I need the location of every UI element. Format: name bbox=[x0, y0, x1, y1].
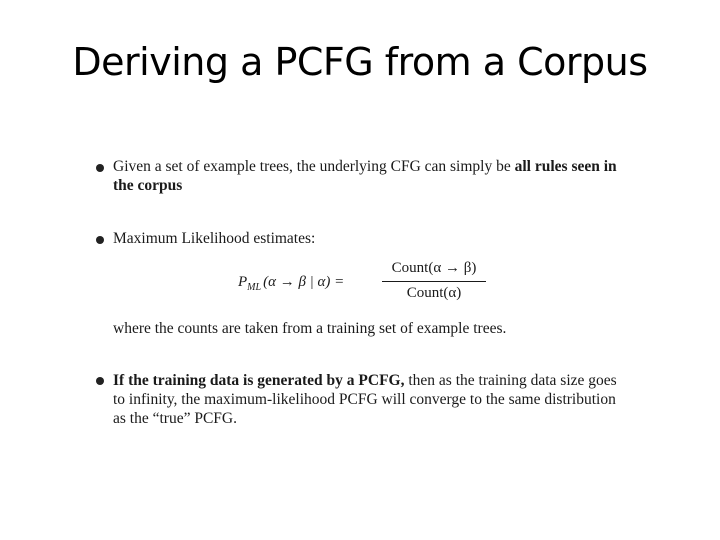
formula-fraction bbox=[382, 260, 486, 302]
fraction-bar bbox=[382, 281, 486, 282]
formula-lhs bbox=[238, 274, 344, 293]
bullet-1-plain: Given a set of example trees, the underlying CFG can simply be bbox=[113, 158, 515, 175]
formula-numerator: Count(α → β) bbox=[391, 260, 477, 276]
slide-title: Deriving a PCFG from a Corpus bbox=[72, 40, 648, 84]
bullet-1-bold: all rules seen in the corpus bbox=[113, 158, 617, 194]
bullet-3-text bbox=[113, 371, 618, 428]
formula-subscript: ML bbox=[247, 282, 262, 293]
bullet-3-bold: If the training data is generated by a PCFG, bbox=[113, 372, 405, 389]
formula-args: (α → β | α) = bbox=[263, 274, 345, 290]
bullet-3-plain: then as the training data size goes to infinity, the maximum-likelihood PCFG will converge to the same distribution as the “true” PCFG. bbox=[113, 372, 617, 427]
bullet-2-text bbox=[113, 229, 633, 248]
bullet-2-plain: Maximum Likelihood estimates: bbox=[113, 230, 316, 247]
bullet-1-text bbox=[113, 157, 618, 195]
formula-denominator: Count(α) bbox=[406, 285, 462, 301]
bullet-marker bbox=[96, 236, 104, 244]
formula-p: P bbox=[238, 274, 248, 290]
bullet-2-after: where the counts are taken from a training set of example trees. bbox=[113, 320, 507, 337]
bullet-marker bbox=[96, 377, 104, 385]
bullet-marker bbox=[96, 164, 104, 172]
